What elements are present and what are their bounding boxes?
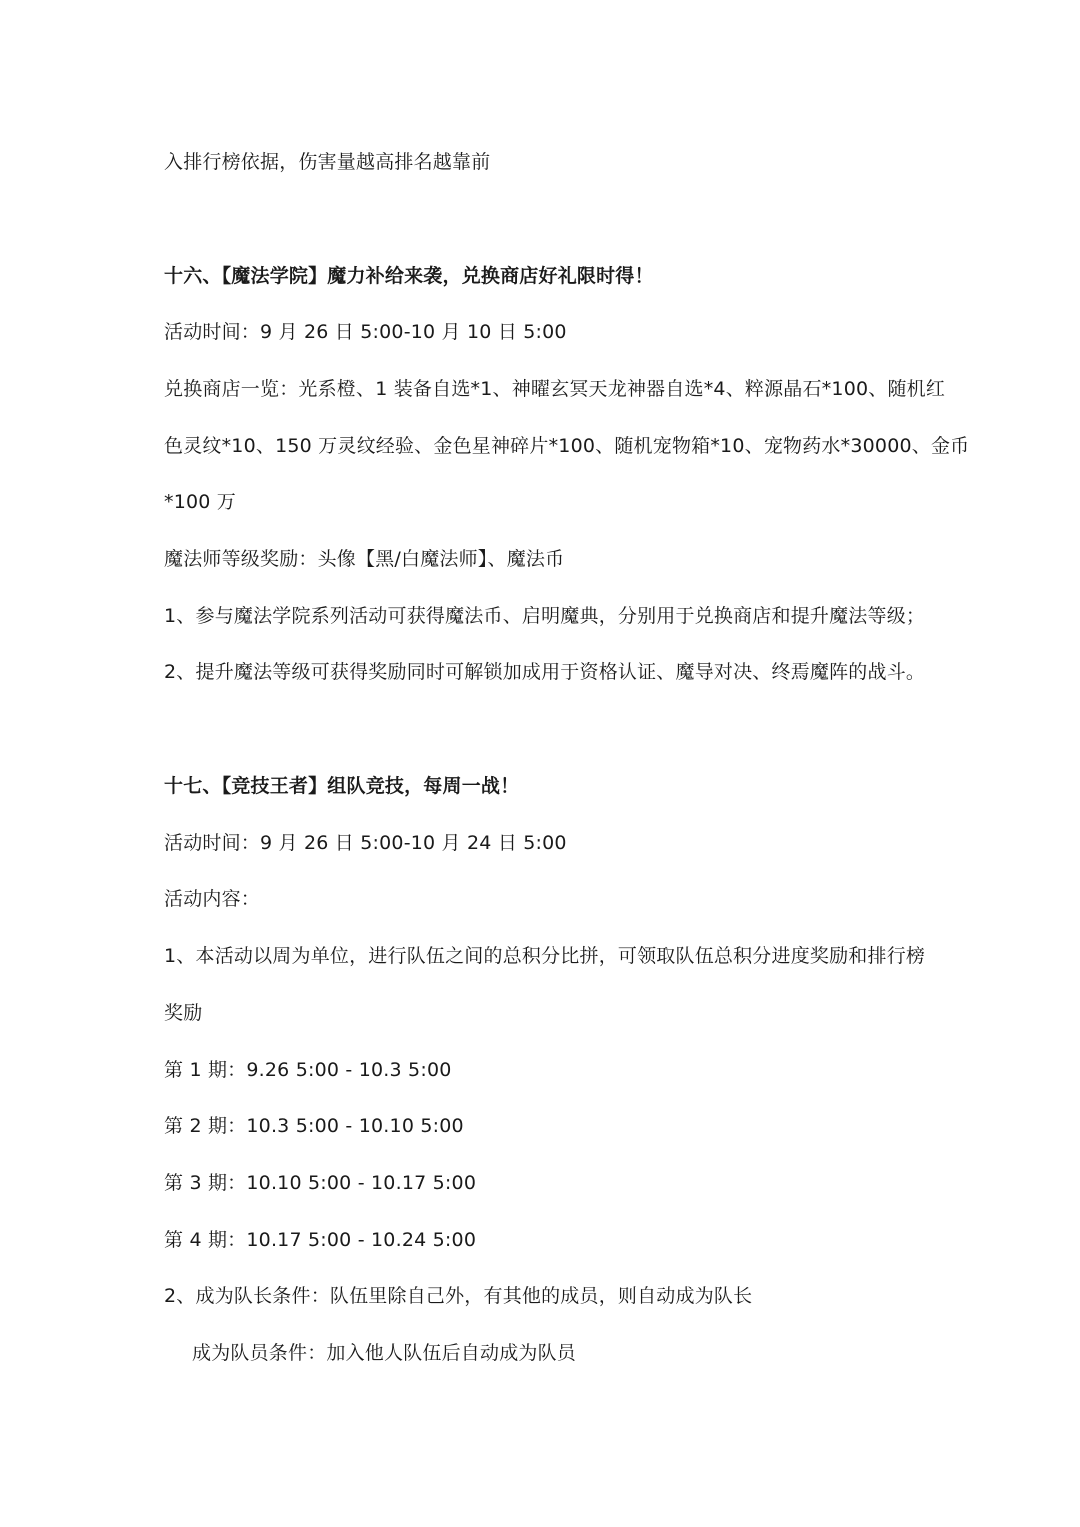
period-1: 第 1 期：9.26 5:00 - 10.3 5:00	[164, 1059, 452, 1081]
period-2: 第 2 期：10.3 5:00 - 10.10 5:00	[164, 1115, 464, 1137]
section-16-item-2: 2、提升魔法等级可获得奖励同时可解锁加成用于资格认证、魔导对决、终焉魔阵的战斗。	[164, 661, 926, 683]
section-17-item-2-line-2: 成为队员条件：加入他人队伍后自动成为队员	[192, 1342, 577, 1364]
section-17-title: 十七、【竞技王者】组队竞技，每周一战！	[164, 775, 520, 797]
section-17-item-1-line-2: 奖励	[164, 1002, 203, 1024]
section-16-reward: 魔法师等级奖励：头像【黑/白魔法师】、魔法币	[164, 548, 565, 570]
section-16-title: 十六、【魔法学院】魔力补给来袭，兑换商店好礼限时得！	[164, 265, 654, 287]
section-17-time: 活动时间：9 月 26 日 5:00-10 月 24 日 5:00	[164, 832, 567, 854]
period-3: 第 3 期：10.10 5:00 - 10.17 5:00	[164, 1172, 477, 1194]
section-16-time: 活动时间：9 月 26 日 5:00-10 月 10 日 5:00	[164, 321, 567, 343]
section-17-item-1-line-1: 1、本活动以周为单位，进行队伍之间的总积分比拼，可领取队伍总积分进度奖励和排行榜	[164, 945, 926, 967]
section-16-shop-line-2: 色灵纹*10、150 万灵纹经验、金色星神碎片*100、随机宠物箱*10、宠物药水*30000、金币	[164, 435, 970, 457]
period-4: 第 4 期：10.17 5:00 - 10.24 5:00	[164, 1229, 477, 1251]
intro-tail-text: 入排行榜依据，伤害量越高排名越靠前	[164, 151, 491, 173]
section-16-item-1: 1、参与魔法学院系列活动可获得魔法币、启明魔典，分别用于兑换商店和提升魔法等级；	[164, 605, 926, 627]
section-16-shop-line-3: *100 万	[164, 491, 237, 513]
section-16-shop-line-1: 兑换商店一览：光系橙、1 装备自选*1、神曜玄冥天龙神器自选*4、粹源晶石*100、随机红	[164, 378, 946, 400]
section-17-content-label: 活动内容：	[164, 888, 261, 910]
section-17-item-2-line-1: 2、成为队长条件：队伍里除自己外，有其他的成员，则自动成为队长	[164, 1285, 753, 1307]
